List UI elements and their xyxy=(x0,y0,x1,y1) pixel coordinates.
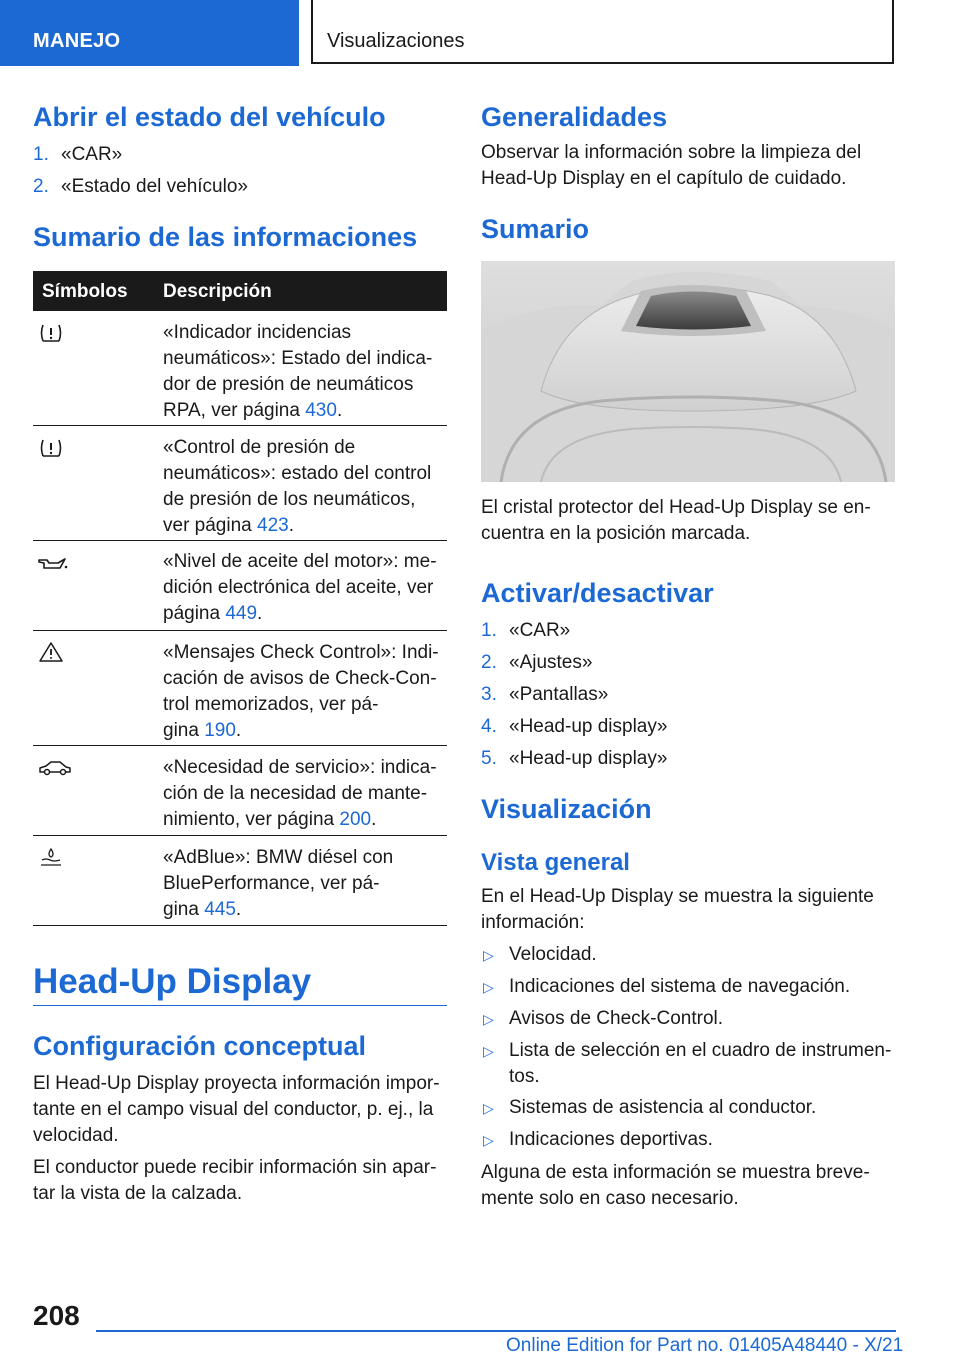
oil-can-icon xyxy=(38,553,68,575)
chapter-label: MANEJO xyxy=(33,30,121,52)
list-item: Indicaciones deportivas. xyxy=(509,1129,713,1150)
row-divider xyxy=(33,745,447,746)
step-text: «CAR» xyxy=(61,144,123,165)
row-line: de presión de los neumáticos, xyxy=(163,489,416,510)
table-row xyxy=(163,640,443,744)
step-text: «CAR» xyxy=(509,620,571,641)
page-link[interactable]: 200 xyxy=(339,809,372,830)
concept-paragraph: El conductor puede recibir información sin apar-tar la vista de la calzada. xyxy=(33,1157,437,1204)
display-title: Visualización xyxy=(481,794,652,824)
row-line: trol memorizados, ver pá- xyxy=(163,694,379,715)
hud-title-rule xyxy=(33,1005,447,1006)
row-line: dor de presión de neumáticos xyxy=(163,374,414,395)
row-line: gina xyxy=(163,899,205,920)
row-divider xyxy=(33,835,447,836)
step-number: 4. xyxy=(481,716,497,737)
step-number: 1. xyxy=(33,144,49,165)
step-number: 5. xyxy=(481,748,497,769)
bullet-icon: ▷ xyxy=(483,1043,494,1059)
list-item: Indicaciones del sistema de navegación. xyxy=(509,976,851,997)
footer-edition: Online Edition for Part no. 01405A48440 - X/21 xyxy=(506,1335,904,1356)
row-line: ción de la necesidad de mante- xyxy=(163,783,428,804)
row-line: cación de avisos de Check-Con- xyxy=(163,668,437,689)
page-link[interactable]: 423 xyxy=(257,515,289,536)
sumario-title: Sumario xyxy=(481,214,590,244)
row-line: «Necesidad de servicio»: indica- xyxy=(163,757,437,778)
activate-title: Activar/desactivar xyxy=(481,578,714,608)
car-service-icon xyxy=(38,757,72,779)
warning-triangle-icon xyxy=(38,641,64,663)
step-text: «Head-up display» xyxy=(509,748,668,769)
display-outro: Alguna de esta información se muestra breve-mente solo en caso necesario. xyxy=(481,1162,870,1209)
row-suffix: . xyxy=(336,400,343,421)
table-row xyxy=(163,845,443,923)
row-divider xyxy=(33,540,447,541)
section-label: Visualizaciones xyxy=(327,30,465,52)
row-line: neumáticos»: Estado del indica- xyxy=(163,348,433,369)
page-number: 208 xyxy=(33,1300,80,1331)
general-title: Generalidades xyxy=(481,102,668,132)
row-divider xyxy=(33,630,447,631)
table-header xyxy=(33,271,447,311)
page-link[interactable]: 430 xyxy=(305,400,337,421)
bullet-icon: ▷ xyxy=(483,1100,494,1116)
row-suffix: . xyxy=(288,515,294,536)
open-status-title: Abrir el estado del vehículo xyxy=(33,102,386,132)
row-suffix: . xyxy=(371,809,377,830)
row-suffix: . xyxy=(235,899,242,920)
row-suffix: . xyxy=(235,720,242,741)
table-row xyxy=(163,755,443,833)
row-line: «Control de presión de xyxy=(163,437,356,458)
step-text: «Ajustes» xyxy=(509,652,593,673)
step-number: 2. xyxy=(481,652,497,673)
step-number: 1. xyxy=(481,620,497,641)
row-line: «Nivel de aceite del motor»: me- xyxy=(163,551,437,572)
table-row xyxy=(163,435,443,539)
photo-caption: El cristal protector del Head-Up Display se en-cuentra en la posición marcada. xyxy=(481,497,871,544)
bullet-icon: ▷ xyxy=(483,1132,494,1148)
general-text: Observar la información sobre la limpieza del Head-Up Display en el capítulo de cuidado. xyxy=(481,142,862,189)
page-link[interactable]: 445 xyxy=(204,899,236,920)
row-line: RPA, ver página xyxy=(163,400,306,421)
row-line: «Mensajes Check Control»: Indi- xyxy=(163,642,439,663)
row-suffix: . xyxy=(257,603,263,624)
hud-title: Head-Up Display xyxy=(33,962,312,1001)
row-line: dición electrónica del aceite, ver xyxy=(163,577,434,598)
adblue-icon xyxy=(38,846,64,868)
overview-intro: En el Head-Up Display se muestra la siguiente información: xyxy=(481,886,874,933)
list-item: tos. xyxy=(509,1066,540,1087)
row-line: «Indicador incidencias xyxy=(163,322,352,343)
footer-rule xyxy=(96,1330,896,1332)
step-text: «Head-up display» xyxy=(509,716,668,737)
row-line: «AdBlue»: BMW diésel con xyxy=(163,847,394,868)
tire-pressure-control-icon xyxy=(38,437,64,459)
step-number: 3. xyxy=(481,684,497,705)
col-description: Descripción xyxy=(163,281,272,302)
list-item: Avisos de Check-Control. xyxy=(509,1008,724,1029)
row-divider xyxy=(33,925,447,926)
bullet-icon: ▷ xyxy=(483,1011,494,1027)
list-item: Lista de selección en el cuadro de instrumen- xyxy=(509,1040,892,1061)
tire-pressure-icon xyxy=(38,322,64,344)
row-line: neumáticos»: estado del control xyxy=(163,463,432,484)
section-header xyxy=(311,0,894,64)
step-text: «Pantallas» xyxy=(509,684,609,705)
row-line: gina xyxy=(163,720,205,741)
col-symbols: Símbolos xyxy=(42,281,128,302)
hud-photo xyxy=(481,261,895,482)
list-item: Velocidad. xyxy=(509,944,597,965)
page-link[interactable]: 190 xyxy=(204,720,236,741)
bullet-icon: ▷ xyxy=(483,947,494,963)
row-line: página xyxy=(163,603,226,624)
step-number: 2. xyxy=(33,176,49,197)
list-item: Sistemas de asistencia al conductor. xyxy=(509,1097,817,1118)
row-line: BluePerformance, ver pá- xyxy=(163,873,380,894)
row-divider xyxy=(33,425,447,426)
concept-title: Configuración conceptual xyxy=(33,1031,367,1061)
table-row xyxy=(163,320,443,424)
row-line: nimiento, ver página xyxy=(163,809,340,830)
step-text: «Estado del vehículo» xyxy=(61,176,248,197)
page-link[interactable]: 449 xyxy=(225,603,258,624)
summary-title: Sumario de las informaciones xyxy=(33,222,418,252)
chapter-tab xyxy=(0,0,299,66)
bullet-icon: ▷ xyxy=(483,979,494,995)
concept-paragraph: El Head-Up Display proyecta información impor-tante en el campo visual del conductor, p. ej., la velocidad. xyxy=(33,1073,440,1146)
table-row xyxy=(163,549,443,627)
overview-title: Vista general xyxy=(481,849,630,876)
row-line: ver página xyxy=(163,515,258,536)
